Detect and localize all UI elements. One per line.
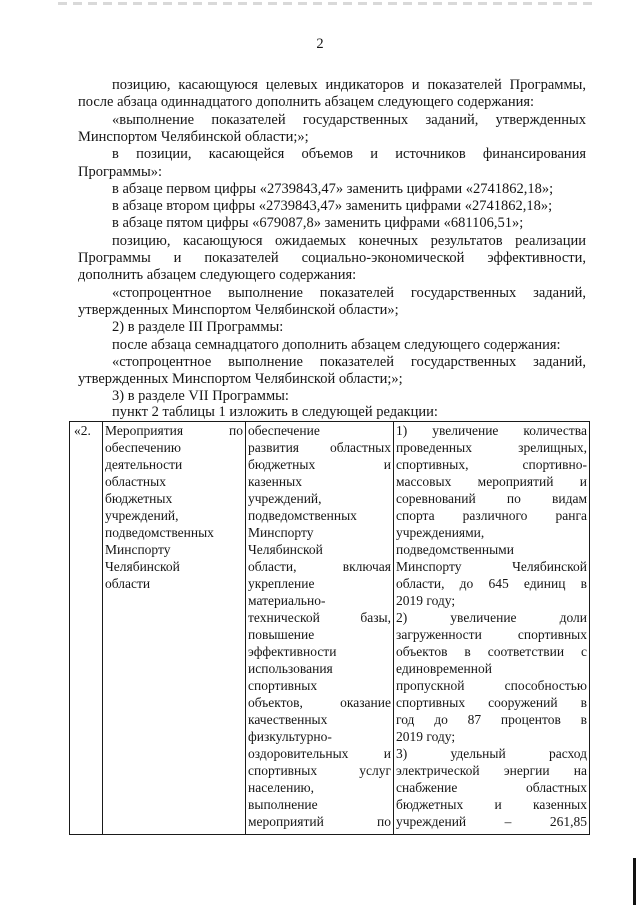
cell-line: развития областных [248, 440, 391, 455]
cell-line: Челябинской [248, 542, 323, 557]
cell-line: 3) удельный расход [396, 746, 587, 761]
cell-line: подведомственных [105, 525, 214, 540]
cell-line: мероприятий по [248, 814, 391, 829]
cell-line: физкультурно- [248, 729, 332, 744]
cell-line: областных [105, 474, 166, 489]
cell-line: электрической энергии на [396, 763, 587, 778]
cell-line: 2019 году; [396, 729, 456, 744]
table-row [70, 422, 590, 835]
cell-line: спортивных услуг [248, 763, 391, 778]
cell-line: использования [248, 661, 333, 676]
cell-line: Мероприятия по [105, 423, 243, 438]
cell-line: выполнение [248, 797, 318, 812]
item-number-cell [70, 422, 103, 835]
cell-line: технической базы, [248, 610, 391, 625]
paragraph-line: в абзаце пятом цифры «679087,8» заменить цифрами «681106,51»; [112, 215, 524, 231]
paragraph-line: дополнить абзацем следующего содержания: [78, 267, 357, 283]
cell-line: спортивных, спортивно- [396, 457, 587, 472]
paragraph-line: после абзаца семнадцатого дополнить абзацем следующего содержания: [112, 337, 561, 353]
cell-line: объектов, оказание [248, 695, 391, 710]
cell-line: оздоровительных и [248, 746, 391, 761]
cell-line: загруженности спортивных [396, 627, 587, 642]
cell-line: спортивных сооружений в [396, 695, 587, 710]
paragraph-line: «стопроцентное выполнение показателей государственных заданий, [112, 285, 586, 301]
cell-line: проведенных зрелищных, [396, 440, 587, 455]
cell-line: обеспечение [248, 423, 320, 438]
paragraph-line: «стопроцентное выполнение показателей государственных заданий, [112, 354, 586, 370]
cell-line: учреждениями, [396, 525, 485, 540]
cell-line: год до 87 процентов в [396, 712, 587, 727]
cell-line: населению, [248, 780, 315, 795]
program-table [69, 421, 590, 835]
cell-line: 1) увеличение количества [396, 423, 587, 438]
paragraph-line: «выполнение показателей государственных заданий, утвержденных [112, 112, 586, 128]
measure-goal-cell [246, 422, 394, 835]
cell-line: 2019 году; [396, 593, 456, 608]
cell-line: пропускной способностью [396, 678, 587, 693]
paragraph-line: в абзаце первом цифры «2739843,47» заменить цифрами «2741862,18»; [112, 181, 554, 197]
paragraph-line: позицию, касающуюся ожидаемых конечных результатов реализации [112, 233, 586, 249]
cell-line: материально- [248, 593, 326, 608]
paragraph-line: 3) в разделе VII Программы: [112, 388, 289, 404]
cell-line: области, включая [248, 559, 391, 574]
paragraph-line: в позиции, касающейся объемов и источников финансирования [112, 146, 586, 162]
cell-line: 2) увеличение доли [396, 610, 587, 625]
paragraph-line: утвержденных Минспортом Челябинской области;»; [78, 371, 403, 387]
cell-line: учреждений, [248, 491, 322, 506]
item-number: «2. [74, 423, 91, 438]
paragraph-line: Программы»: [78, 164, 162, 180]
cell-line: бюджетных и [248, 457, 391, 472]
cell-line: массовых мероприятий и [396, 474, 587, 489]
cell-line: укрепление [248, 576, 315, 591]
cell-line: Минспорту [248, 525, 314, 540]
cell-line: учреждений – 261,85 [396, 814, 587, 829]
page-number: 2 [316, 36, 324, 52]
cell-line: бюджетных и казенных [396, 797, 587, 812]
cell-line: обеспечению [105, 440, 181, 455]
cell-line: соревнований по видам [396, 491, 587, 506]
measure-name-cell [103, 422, 246, 835]
cell-line: Минспорту [105, 542, 171, 557]
cell-line: качественных [248, 712, 328, 727]
cell-line: объектов в соответствии с [396, 644, 587, 659]
cell-line: снабжение областных [396, 780, 587, 795]
cell-line: деятельности [105, 457, 183, 472]
cell-line: эффективности [248, 644, 337, 659]
cell-line: подведомственными [396, 542, 514, 557]
paragraph-line: после абзаца одиннадцатого дополнить абзацем следующего содержания: [78, 94, 535, 110]
cell-line: Минспорту Челябинской [396, 559, 587, 574]
paragraph-line: Минспортом Челябинской области;»; [78, 129, 309, 145]
cell-line: области, до 645 единиц в [396, 576, 587, 591]
paragraph-line: пункт 2 таблицы 1 изложить в следующей редакции: [112, 404, 438, 420]
cell-line: Челябинской [105, 559, 180, 574]
paragraph-line: позицию, касающуюся целевых индикаторов и показателей Программы, [112, 77, 586, 93]
expected-results-cell [394, 422, 590, 835]
cell-line: повышение [248, 627, 315, 642]
scan-edge-mark [633, 858, 636, 905]
cell-line: спортивных [248, 678, 318, 693]
paragraph-line: в абзаце втором цифры «2739843,47» заменить цифрами «2741862,18»; [112, 198, 553, 214]
paragraph-line: утвержденных Минспортом Челябинской области»; [78, 302, 399, 318]
cell-line: подведомственных [248, 508, 357, 523]
cell-line: единовременной [396, 661, 492, 676]
cell-line: области [105, 576, 151, 591]
cell-line: бюджетных [105, 491, 173, 506]
cell-line: казенных [248, 474, 302, 489]
paragraph-line: Программы и показателей социально-экономической эффективности, [78, 250, 586, 266]
scan-artifact-line [58, 2, 598, 5]
cell-line: спорта различного ранга [396, 508, 587, 523]
cell-line: учреждений, [105, 508, 179, 523]
paragraph-line: 2) в разделе III Программы: [112, 319, 284, 335]
